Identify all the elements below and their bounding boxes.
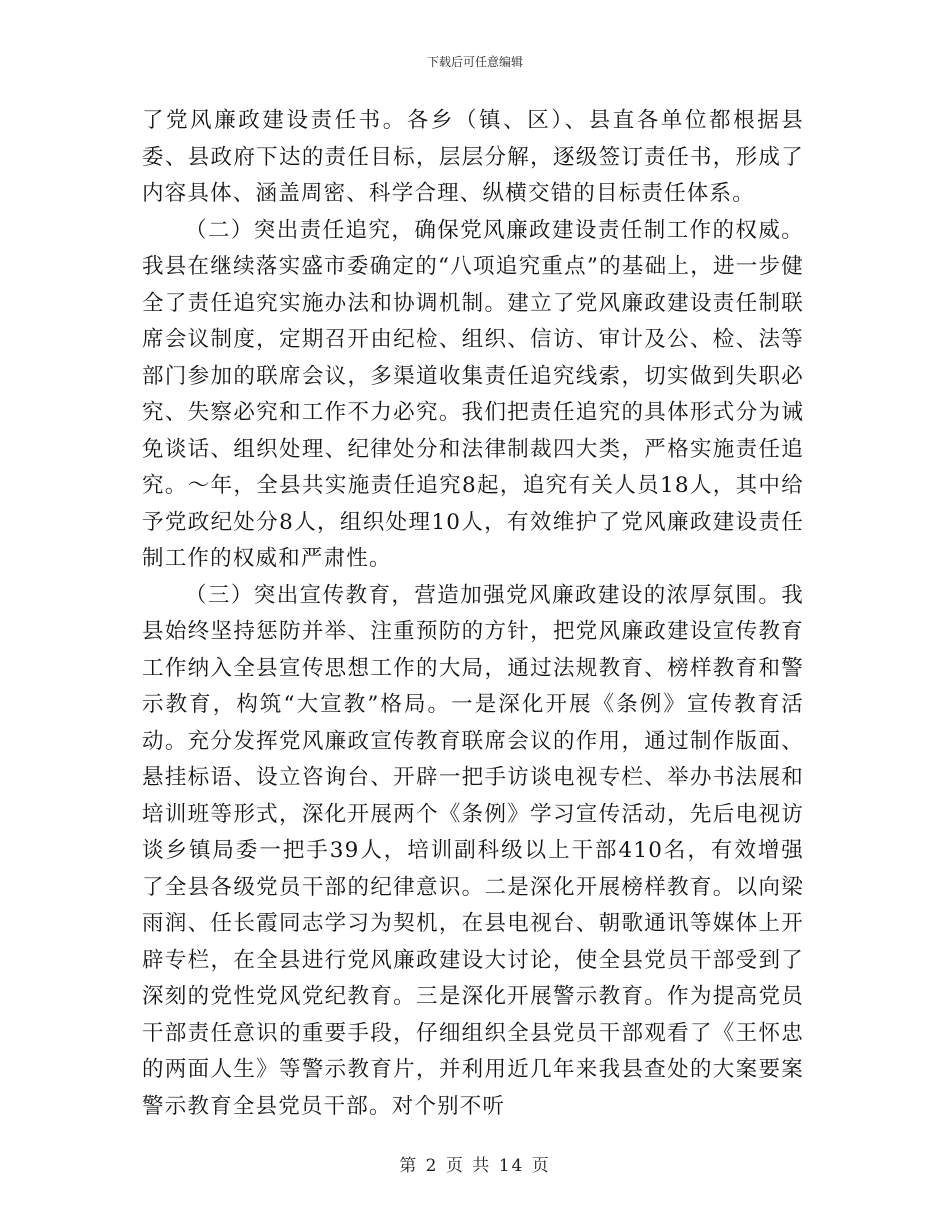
- paragraph-continuation: 了党风廉政建设责任书。各乡（镇、区）、县直各单位都根据县委、县政府下达的责任目标，层层分解，逐级签订责任书，形成了内容具体、涵盖周密、科学合理、纵横交错的目标责任体系。: [142, 108, 804, 206]
- page-header: 下载后可任意编辑: [426, 55, 523, 69]
- page-footer: 第 2 页 共 14 页: [399, 1156, 551, 1176]
- paragraph-education: （三）突出宣传教育，营造加强党风廉政建设的浓厚氛围。我县始终坚持惩防并举、注重预防的方针，把党风廉政建设宣传教育工作纳入全县宣传思想工作的大局，通过法规教育、榜样教育和警示教育，构筑“大宣教”格局。一是深化开展《条例》宣传教育活动。充分发挥党风廉政宣传教育联席会议的作用，通过制作版面、悬挂标语、设立咨询台、开辟一把手访谈电视专栏、举办书法展和培训班等形式，深化开展两个《条例》学习宣传活动，先后电视访谈乡镇局委一把手39人，培训副科级以上干部410名，有效增强了全县各级党员干部的纪律意识。二是深化开展榜样教育。以向梁雨润、任长霞同志学习为契机，在县电视台、朝歌通讯等媒体上开辟专栏，在全县进行党风廉政建设大讨论，使全县党员干部受到了深刻的党性党风党纪教育。三是深化开展警示教育。作为提高党员干部责任意识的重要手段，仔细组织全县党员干部观看了《王怀忠的两面人生》等警示教育片，并利用近几年来我县查处的大案要案警示教育全县党员干部。对个别不听: [142, 582, 804, 1119]
- paragraph-accountability: （二）突出责任追究，确保党风廉政建设责任制工作的权威。我县在继续落实盛市委确定的“八项追究重点”的基础上，进一步健全了责任追究实施办法和协调机制。建立了党风廉政建设责任制联席会议制度，定期召开由纪检、组织、信访、审计及公、检、法等部门参加的联席会议，多渠道收集责任追究线索，切实做到失职必究、失察必究和工作不力必究。我们把责任追究的具体形式分为诫免谈话、组织处理、纪律处分和法律制裁四大类，严格实施责任追究。～年，全县共实施责任追究8起，追究有关人员18人，其中给予党政纪处分8人，组织处理10人，有效维护了党风廉政建设责任制工作的权威和严肃性。: [142, 217, 804, 571]
- document-body: [142, 103, 804, 1125]
